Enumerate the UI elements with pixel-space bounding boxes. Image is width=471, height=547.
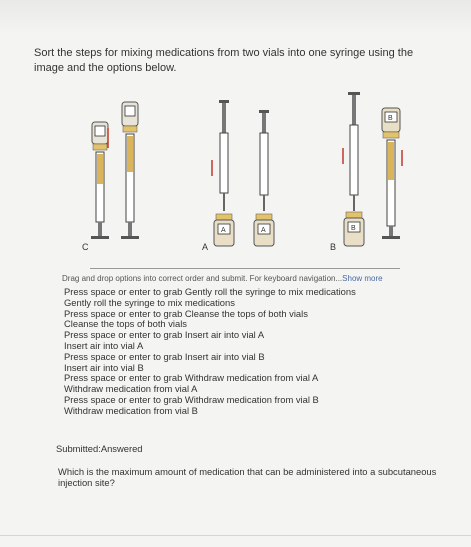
- option-item[interactable]: Withdraw medication from vial A: [64, 383, 198, 395]
- label-a: A: [202, 242, 209, 252]
- option-item[interactable]: Press space or enter to grab Gently roll the syringe to mix medications: [64, 286, 356, 297]
- option-item[interactable]: Gently roll the syringe to mix medications: [64, 296, 235, 308]
- question-text: Sort the steps for mixing medications from two vials into one syringe using the image and the options below.: [34, 47, 414, 74]
- show-more-link[interactable]: Show more: [342, 274, 383, 283]
- option-item[interactable]: Insert air into vial A: [64, 339, 144, 351]
- label-c: C: [82, 242, 89, 252]
- option-item[interactable]: Withdraw medication from vial B: [64, 404, 198, 416]
- submission-status: Submitted:Answered: [56, 443, 143, 454]
- step-a-illustration: [212, 100, 274, 246]
- svg-text:A: A: [261, 227, 266, 234]
- next-question-text: Which is the maximum amount of medication that can be administered into a subcutaneous injection site?: [58, 466, 437, 488]
- option-item[interactable]: Press space or enter to grab Insert air into vial B: [64, 350, 265, 362]
- option-item[interactable]: Insert air into vial B: [64, 361, 144, 373]
- option-item[interactable]: Press space or enter to grab Cleanse the tops of both vials: [64, 307, 308, 319]
- instructions-text: Drag and drop options into correct order and submit. For keyboard navigation...: [62, 274, 343, 283]
- option-item[interactable]: Press space or enter to grab Insert air into vial A: [64, 329, 265, 341]
- svg-text:B: B: [351, 225, 356, 232]
- sortable-options-list: [64, 287, 424, 417]
- bottom-divider: [0, 535, 471, 536]
- svg-text:B: B: [388, 115, 393, 122]
- option-item[interactable]: Press space or enter to grab Withdraw medication from vial B: [64, 393, 319, 405]
- step-c-illustration: [91, 102, 139, 239]
- option-item[interactable]: Press space or enter to grab Withdraw medication from vial A: [64, 372, 319, 384]
- svg-text:A: A: [221, 227, 226, 234]
- option-item[interactable]: Cleanse the tops of both vials: [64, 318, 187, 330]
- divider: [90, 268, 400, 269]
- vial-mixing-figure: [60, 92, 410, 262]
- step-b-illustration: [343, 92, 402, 246]
- instructions: [62, 274, 422, 283]
- top-band: [0, 0, 471, 34]
- label-b: B: [330, 242, 337, 252]
